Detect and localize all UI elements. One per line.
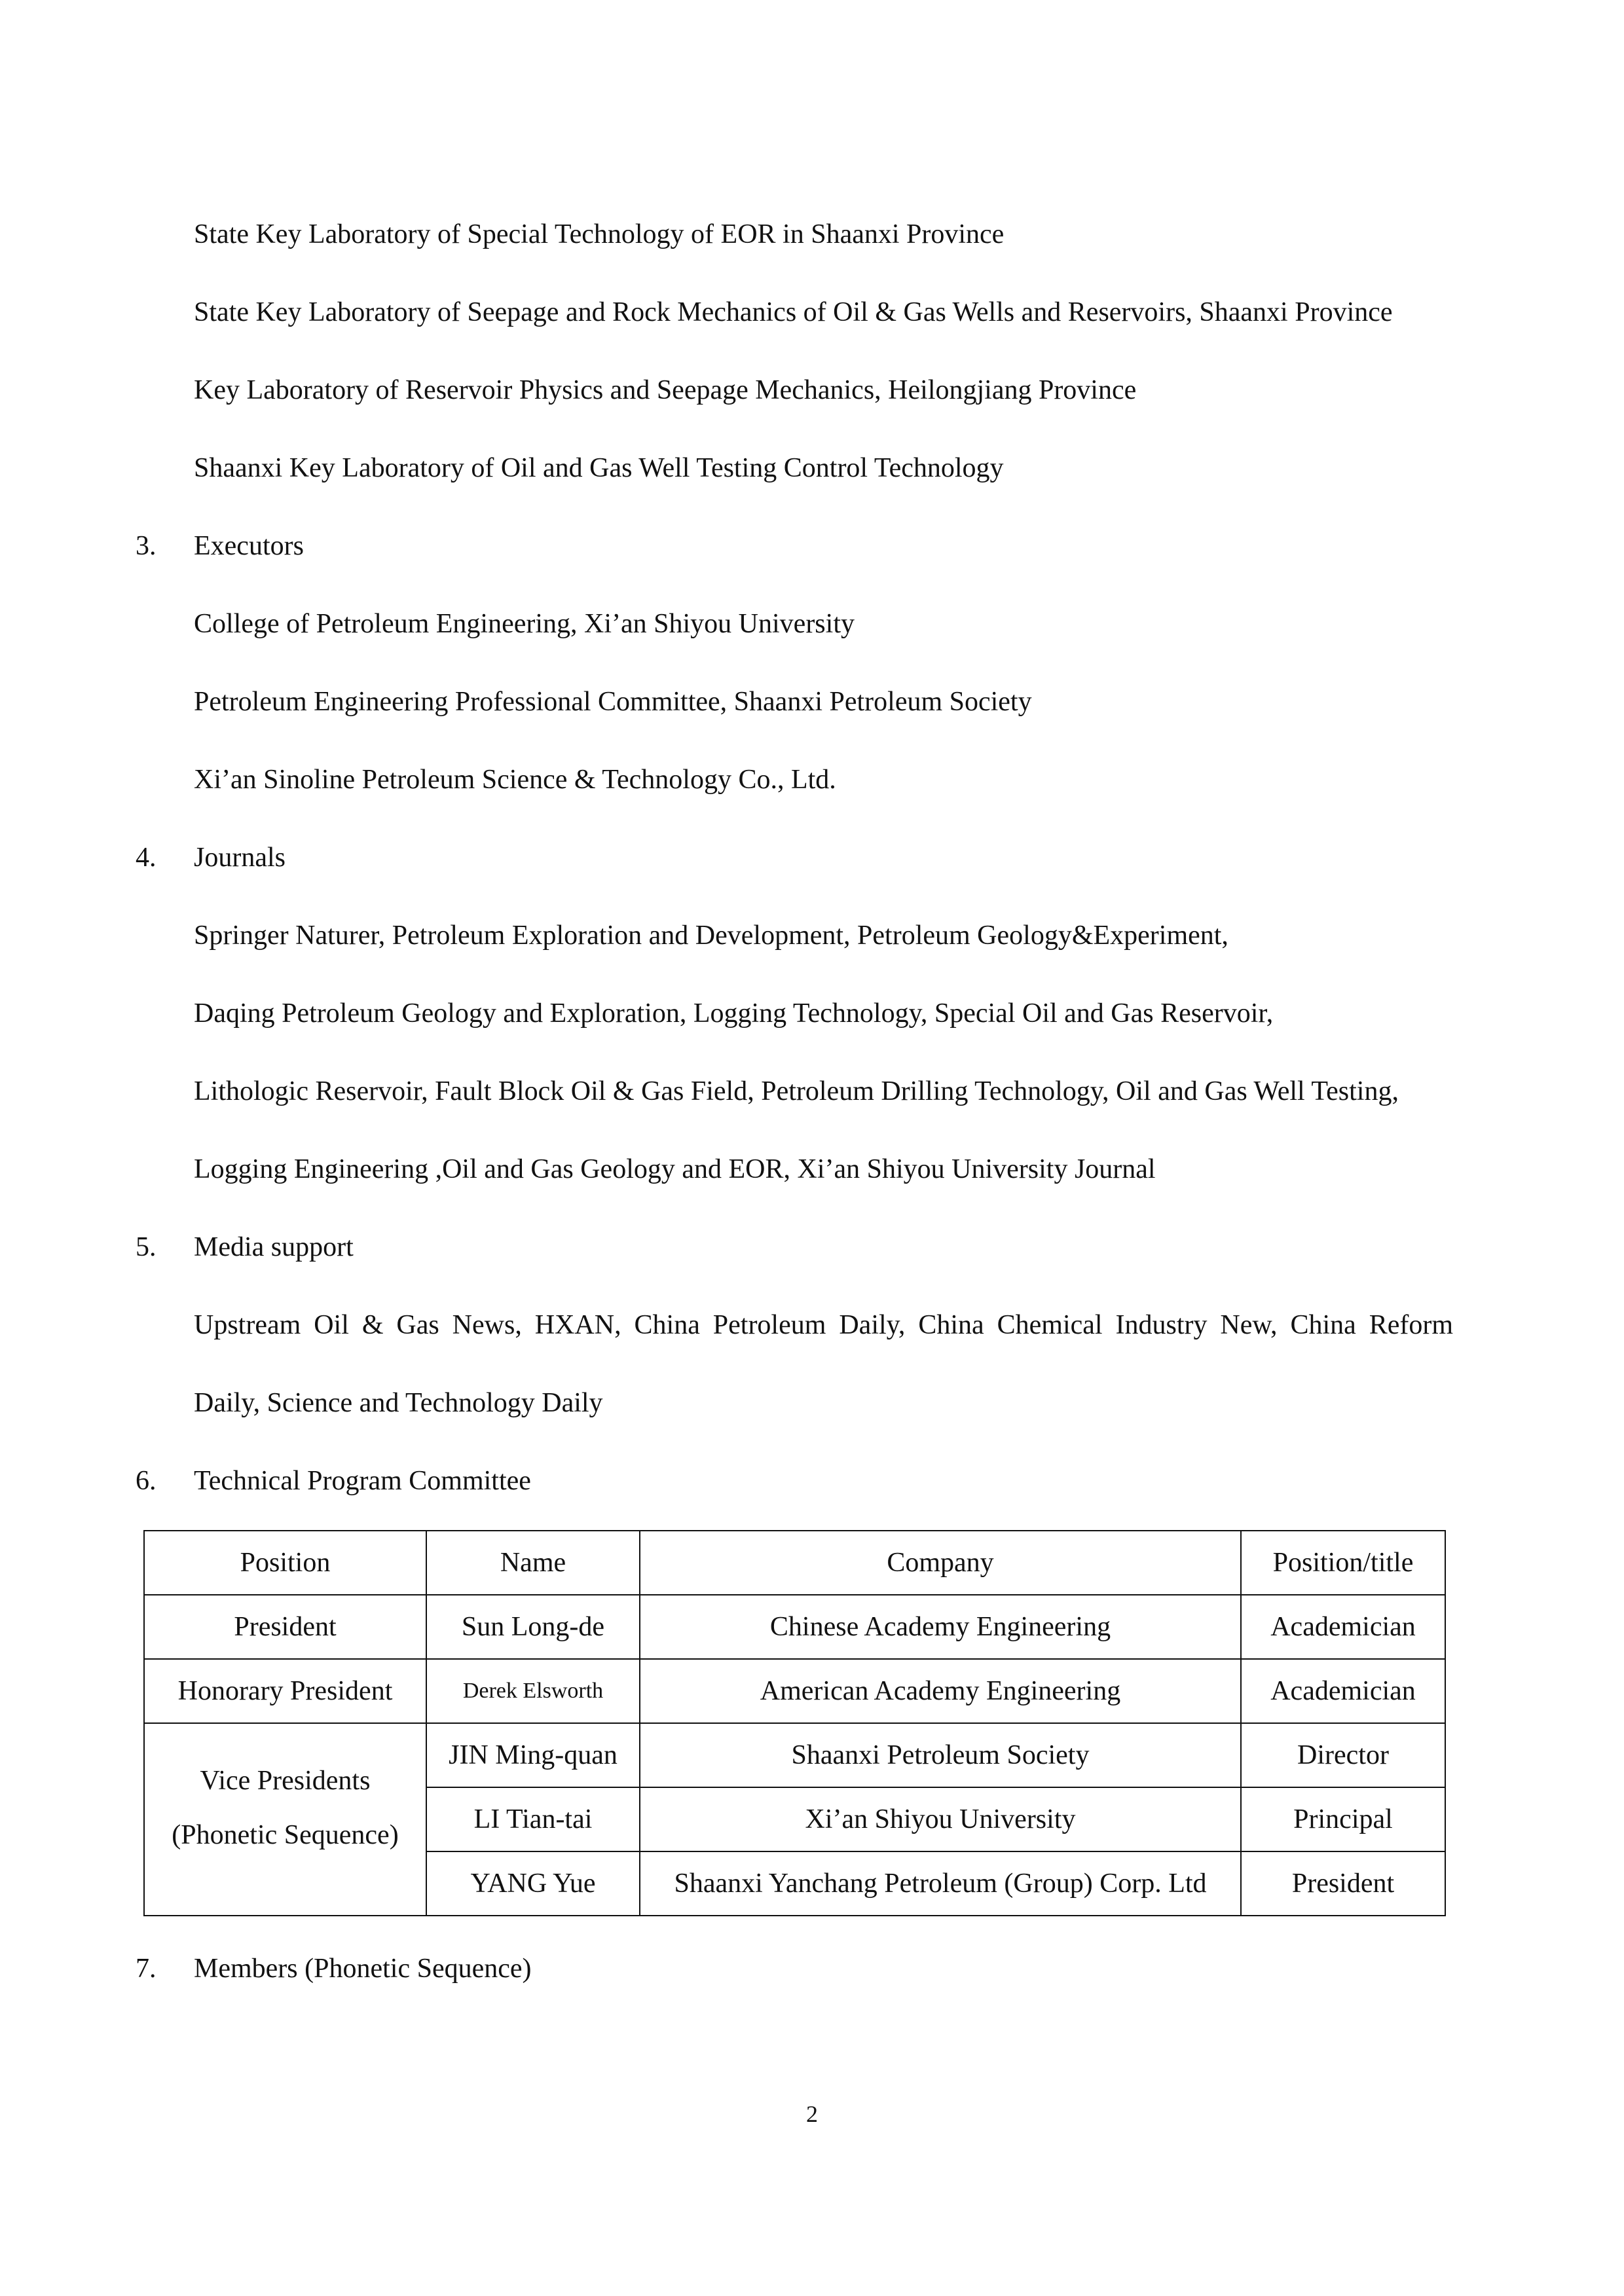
table-cell: Shaanxi Yanchang Petroleum (Group) Corp. Ltd xyxy=(640,1851,1241,1916)
section-heading: Technical Program Committee xyxy=(194,1466,531,1496)
text-line: Shaanxi Key Laboratory of Oil and Gas Well Testing Control Technology xyxy=(194,453,1004,483)
section-number: 4. xyxy=(136,843,157,873)
table-header-cell: Company xyxy=(640,1531,1241,1595)
text-line: Springer Naturer, Petroleum Exploration and Development, Petroleum Geology&Experiment, xyxy=(194,920,1228,951)
table-cell: Academician xyxy=(1241,1595,1445,1659)
text-line: Daqing Petroleum Geology and Exploration, Logging Technology, Special Oil and Gas Reservoir, xyxy=(194,998,1274,1029)
table-cell: Xi’an Shiyou University xyxy=(640,1787,1241,1851)
table-row xyxy=(144,1723,1445,1787)
section-number: 3. xyxy=(136,531,157,561)
committee-table xyxy=(143,1530,1446,1916)
vice-presidents-label: Vice Presidents xyxy=(200,1766,371,1796)
vice-presidents-cell xyxy=(144,1723,426,1916)
text-line: College of Petroleum Engineering, Xi’an Shiyou University xyxy=(194,609,855,639)
table-header-cell: Name xyxy=(426,1531,640,1595)
table-cell: Director xyxy=(1241,1723,1445,1787)
section-heading: Media support xyxy=(194,1232,354,1262)
table-cell: JIN Ming-quan xyxy=(426,1723,640,1787)
table-header-cell: Position xyxy=(144,1531,426,1595)
table-cell: Honorary President xyxy=(144,1659,426,1723)
section-heading: Executors xyxy=(194,531,304,561)
section-number: 7. xyxy=(136,1954,157,1984)
text-line: Key Laboratory of Reservoir Physics and Seepage Mechanics, Heilongjiang Province xyxy=(194,375,1137,405)
table-header-row xyxy=(144,1531,1445,1595)
phonetic-sequence-label: (Phonetic Sequence) xyxy=(172,1819,399,1850)
table-cell: Chinese Academy Engineering xyxy=(640,1595,1241,1659)
table-cell: YANG Yue xyxy=(426,1851,640,1916)
text-line: State Key Laboratory of Special Technology of EOR in Shaanxi Province xyxy=(194,219,1005,249)
section-number: 5. xyxy=(136,1232,157,1262)
text-line: Daily, Science and Technology Daily xyxy=(194,1388,603,1418)
text-line: Petroleum Engineering Professional Committee, Shaanxi Petroleum Society xyxy=(194,687,1032,717)
table-cell: Derek Elsworth xyxy=(426,1659,640,1723)
table-cell: LI Tian-tai xyxy=(426,1787,640,1851)
text-line: Logging Engineering ,Oil and Gas Geology and EOR, Xi’an Shiyou University Journal xyxy=(194,1154,1156,1184)
text-line: Xi’an Sinoline Petroleum Science & Technology Co., Ltd. xyxy=(194,765,836,795)
table-cell: Sun Long-de xyxy=(426,1595,640,1659)
table-cell: Academician xyxy=(1241,1659,1445,1723)
text-line: Upstream Oil & Gas News, HXAN, China Petroleum Daily, China Chemical Industry New, China Reform xyxy=(194,1310,1453,1340)
table-row xyxy=(144,1595,1445,1659)
section-heading: Members (Phonetic Sequence) xyxy=(194,1954,532,1984)
table-cell: American Academy Engineering xyxy=(640,1659,1241,1723)
section-heading: Journals xyxy=(194,843,286,873)
table-header-cell: Position/title xyxy=(1241,1531,1445,1595)
page-number: 2 xyxy=(806,2101,818,2127)
text-line: State Key Laboratory of Seepage and Rock Mechanics of Oil & Gas Wells and Reservoirs, Shaanxi Province xyxy=(194,297,1393,327)
table-cell: President xyxy=(144,1595,426,1659)
table-cell: Shaanxi Petroleum Society xyxy=(640,1723,1241,1787)
table-row xyxy=(144,1659,1445,1723)
table-cell: President xyxy=(1241,1851,1445,1916)
section-number: 6. xyxy=(136,1466,157,1496)
text-line: Lithologic Reservoir, Fault Block Oil & Gas Field, Petroleum Drilling Technology, Oil and Gas Well Testing, xyxy=(194,1076,1399,1106)
table-cell: Principal xyxy=(1241,1787,1445,1851)
